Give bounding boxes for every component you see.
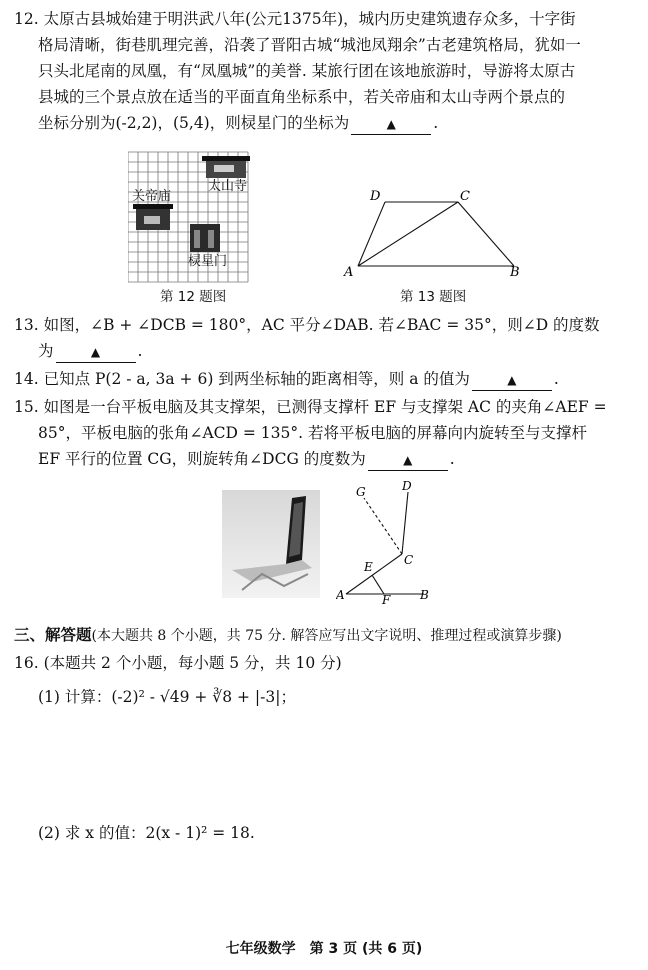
point-d-label: D xyxy=(402,479,412,493)
q12-line-5-text: 坐标分别为(-2,2)，(5,4)，则棂星门的坐标为 xyxy=(38,114,350,132)
q12-answer-blank[interactable] xyxy=(351,113,431,135)
q13-pre: 为 xyxy=(38,342,54,360)
fig12-caption: 第 12 题图 xyxy=(160,289,227,305)
guandi-temple-icon xyxy=(133,204,173,230)
blank-mark: ▲ xyxy=(386,117,396,131)
label-lingxing: 棂星门 xyxy=(188,254,228,269)
q12-line-5 xyxy=(38,110,628,136)
q13-answer-blank[interactable] xyxy=(56,341,136,363)
label-taishan: 太山寺 xyxy=(208,179,248,194)
tablet-stand-photo xyxy=(222,490,320,598)
q15-end: . xyxy=(449,450,455,468)
q14-line xyxy=(14,366,628,392)
q15-line-2: 85°，平板电脑的张角∠ACD = 135°. 若将平板电脑的屏幕向内旋转至与支撑杆 xyxy=(38,424,587,442)
q12-line-1: 12. 太原古县城始建于明洪武八年(公元1375年)，城内历史建筑遗存众多，十字街 xyxy=(14,10,576,28)
q12-line-3: 只头北尾南的凤凰，有“凤凰城”的美誉. 某旅行团在该地旅游时，导游将太原古 xyxy=(38,62,576,80)
point-c-label: C xyxy=(404,553,414,567)
point-f-label: F xyxy=(382,593,391,606)
fig13-caption: 第 13 题图 xyxy=(400,289,467,305)
fig12-grid xyxy=(128,150,254,284)
fig13-figure xyxy=(340,184,540,280)
q16-header: 16. (本题共 2 个小题，每小题 5 分，共 10 分) xyxy=(14,654,342,672)
section3-title: 三、解答题 xyxy=(14,625,92,644)
q16-part1: (1) 计算：(-2)² - √49 + ∛8 + |-3|； xyxy=(38,688,296,706)
q13-line-2 xyxy=(38,338,628,364)
q15-line-1: 15. 如图是一台平板电脑及其支撑架，已测得支撑杆 EF 与支撑架 AC 的夹角∠AEF = xyxy=(14,398,607,416)
q15-text: EF 平行的位置 CG，则旋转角∠DCG 的度数为 xyxy=(38,450,366,468)
point-d-label: D xyxy=(370,189,381,204)
q12-line-2: 格局清晰，街巷肌理完善，沿袭了晋阳古城“城池凤翔余”古老建筑格局，犹如一 xyxy=(38,36,581,54)
fig15-figure xyxy=(336,478,436,606)
point-c-label: C xyxy=(460,189,470,204)
point-e-label: E xyxy=(364,560,373,574)
q13-line-1: 13. 如图，∠B + ∠DCB = 180°，AC 平分∠DAB. 若∠BAC = 35°，则∠D 的度数 xyxy=(14,316,600,334)
q14-end: . xyxy=(553,370,559,388)
q14-text: 14. 已知点 P(2 - a, 3a + 6) 到两坐标轴的距离相等，则 a 的值为 xyxy=(14,370,470,388)
point-b-label: B xyxy=(510,265,520,280)
blank-mark: ▲ xyxy=(507,373,517,387)
section3-heading xyxy=(14,622,628,649)
q15-line-3 xyxy=(38,446,628,472)
lingxing-gate-icon xyxy=(190,224,220,252)
point-b-label: B xyxy=(420,588,429,602)
section3-note: (本大题共 8 个小题，共 75 分. 解答应写出文字说明、推理过程或演算步骤) xyxy=(91,628,562,644)
page-footer: 七年级数学 第 3 页 (共 6 页) xyxy=(225,941,423,957)
taishan-temple-icon xyxy=(202,156,250,178)
q14-answer-blank[interactable] xyxy=(472,369,552,391)
point-a-label: A xyxy=(344,265,354,280)
q16-part2: (2) 求 x 的值：2(x - 1)² = 18. xyxy=(38,824,255,842)
q15-answer-blank[interactable] xyxy=(368,449,448,471)
point-a-label: A xyxy=(336,588,345,602)
point-g-label: G xyxy=(356,485,366,499)
blank-mark: ▲ xyxy=(90,345,101,359)
blank-mark: ▲ xyxy=(403,453,413,467)
q12-line-4: 县城的三个景点放在适当的平面直角坐标系中，若关帝庙和太山寺两个景点的 xyxy=(38,88,566,106)
label-guandi: 关帝庙 xyxy=(132,189,172,204)
q12-end: . xyxy=(433,114,439,132)
q13-end: . xyxy=(137,342,143,360)
